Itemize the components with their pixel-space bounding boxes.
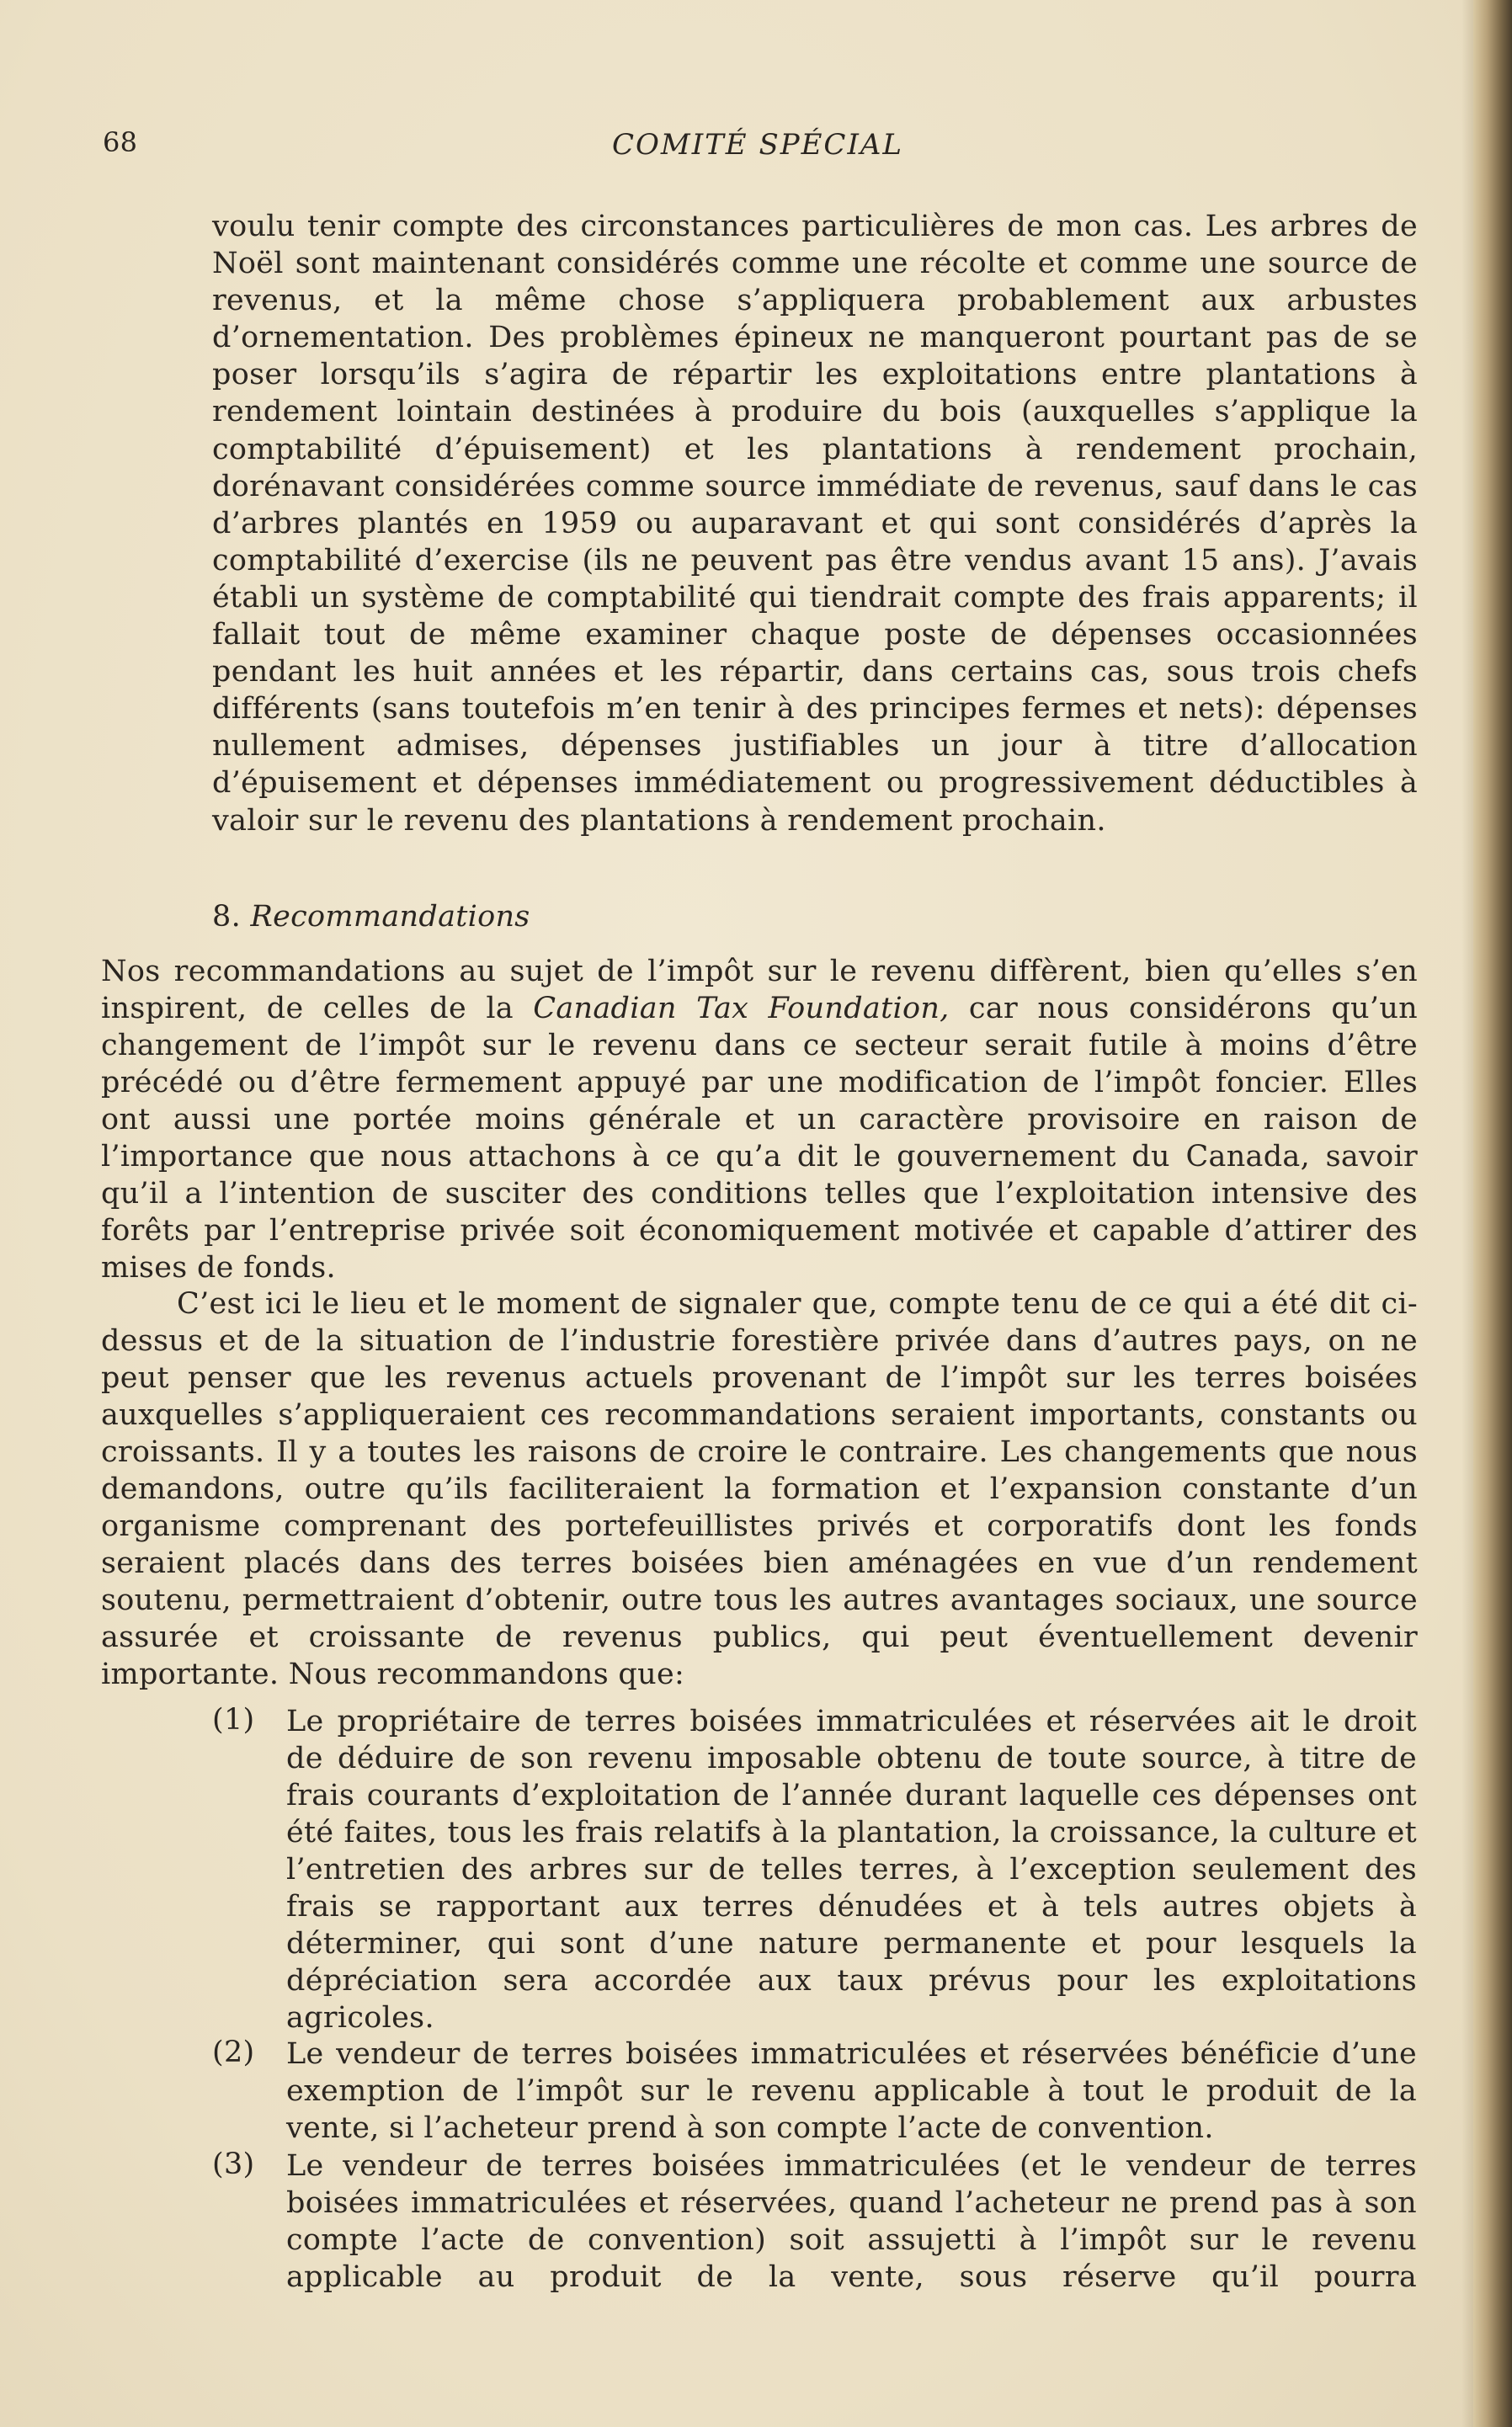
- running-title: COMITÉ SPÉCIAL: [612, 128, 904, 162]
- paragraph-context: C’est ici le lieu et le moment de signaler que, compte tenu de ce qui a été dit ci-dessus et de la situation de l’industrie forestière privée dans d’autres pays, on ne peut penser que les revenus actuels provenant de l’impôt sur les terres boisées auxquelles s’appliqueraient ces recommandations seraient importants, constants ou croissants. Il y a toutes les raisons de croire le contraire. Les changements que nous demandons, outre qu’ils faciliteraient la formation et l’expansion constante d’un organisme comprenant des portefeuillistes privés et corporatifs dont les fonds seraient placés dans des terres boisées bien aménagées en vue d’un rendement soutenu, permettraient d’obtenir, outre tous les autres avantages sociaux, une source assurée et croissante de revenus publics, qui peut éventuellement devenir importante. Nous recommandons que:: [101, 1287, 1418, 1691]
- section-number: 8.: [212, 900, 241, 934]
- page-edge-shadow: [1461, 0, 1473, 2427]
- section-heading: [212, 900, 530, 934]
- book-spine-edge: [1473, 0, 1512, 2427]
- recommendation-text: Le vendeur de terres boisées immatriculées et réservées bénéficie d’une exemption de l’impôt sur le revenu applicable à tout le produit de la vente, si l’acheteur prend à son compte l’acte de convention.: [286, 2037, 1417, 2145]
- recommendation-text: Le propriétaire de terres boisées immatriculées et réservées ait le droit de déduire de son revenu imposable obtenu de toute source, à titre de frais courants d’exploitation de l’année durant laquelle ces dépenses ont été faites, tous les frais relatifs à la plantation, la croissance, la culture et l’entretien des arbres sur de telles terres, à l’exception seulement des frais se rapportant aux terres dénudées et à tels autres objets à déterminer, qui sont d’une nature permanente et pour lesquels la dépréciation sera accordée aux taux prévus pour les exploitations agricoles.: [286, 1705, 1417, 2035]
- recommendation-marker: (2): [212, 2036, 255, 2069]
- paragraph-recommendations-intro: [101, 953, 1418, 1286]
- paragraph-2-after: car nous considérons qu’un changement de l’impôt sur le revenu dans ce secteur serait futile à moins d’être précédé ou d’être fermement appuyé par une modification de l’impôt foncier. Elles ont aussi une portée moins générale et un caractère provisoire en raison de l’importance que nous attachons à ce qu’a dit le gouvernement du Canada, savoir qu’il a l’intention de susciter des conditions telles que l’exploitation intensive des forêts par l’entreprise privée soit économiquement motivée et capable d’attirer des mises de fonds.: [101, 992, 1419, 1285]
- paragraph-2-before: Nos recommandations au sujet de l’impôt sur le revenu diffèrent, bien qu’elles s’en inspirent, de celles de la: [101, 955, 1418, 1025]
- page-number: 68: [103, 126, 138, 158]
- recommendation-text: Le vendeur de terres boisées immatriculées (et le vendeur de terres boisées immatriculées et réservées, quand l’acheteur ne prend pas à son compte l’acte de convention) soit assujetti à l’impôt sur le revenu applicable au produit de la vente, sous réserve qu’il pourra: [286, 2149, 1417, 2294]
- foundation-name: Canadian Tax Foundation,: [533, 992, 950, 1025]
- recommendation-marker: (1): [212, 1703, 255, 1737]
- section-title: Recommandations: [250, 900, 530, 934]
- paragraph-continuation: voulu tenir compte des circonstances particulières de mon cas. Les arbres de Noël sont maintenant considérés comme une récolte et comme une source de revenus, et la même chose s’appliquera probablement aux arbustes d’ornementation. Des problèmes épineux ne manqueront pourtant pas de se poser lorsqu’ils s’agira de répartir les exploitations entre plantations à rendement lointain destinées à produire du bois (auxquelles s’applique la comptabilité d’épuisement) et les plantations à rendement prochain, dorénavant considérées comme source immédiate de revenus, sauf dans le cas d’arbres plantés en 1959 ou auparavant et qui sont considérés d’après la comptabilité d’exercise (ils ne peuvent pas être vendus avant 15 ans). J’avais établi un système de comptabilité qui tiendrait compte des frais apparents; il fallait tout de même examiner chaque poste de dépenses occasionnées pendant les huit années et les répartir, dans certains cas, sous trois chefs différents (sans toutefois m’en tenir à des principes fermes et nets): dépenses nullement admises, dépenses justifiables un jour à titre d’allocation d’épuisement et dépenses immédiatement ou progressivement déductibles à valoir sur le revenu des plantations à rendement prochain.: [212, 210, 1418, 838]
- recommendation-marker: (3): [212, 2148, 255, 2181]
